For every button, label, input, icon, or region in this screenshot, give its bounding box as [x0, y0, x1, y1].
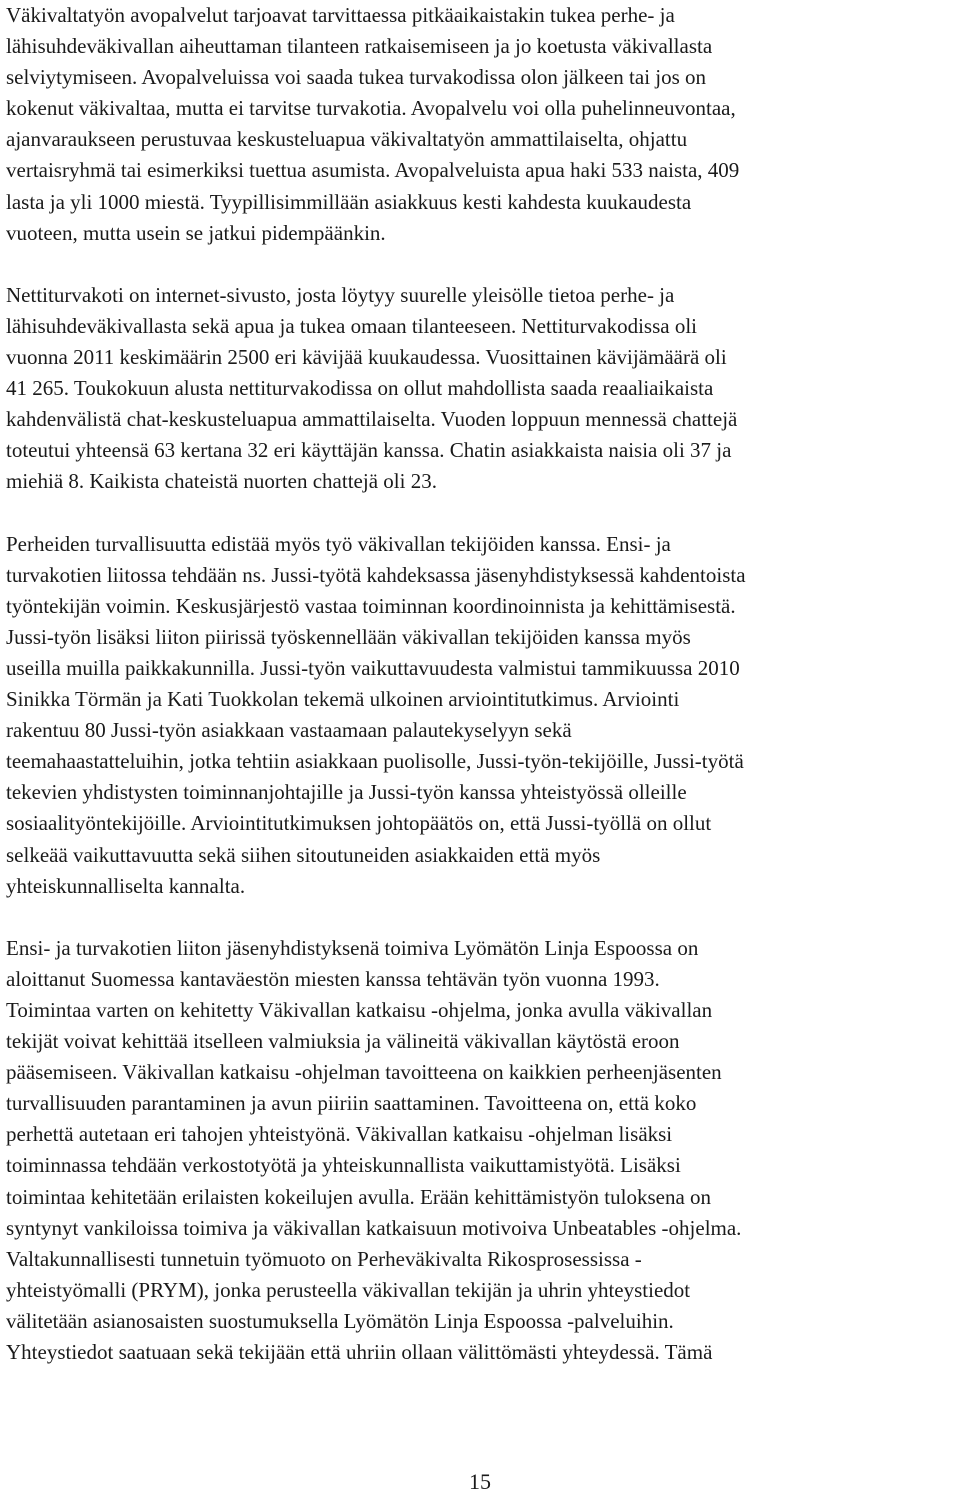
text-line: turvakotien liitossa tehdään ns. Jussi-työtä kahdeksassa jäsenyhdistyksessä kahdentoista — [6, 562, 746, 587]
text-line: Nettiturvakoti on internet-sivusto, josta löytyy suurelle yleisölle tietoa perhe- ja — [6, 282, 675, 307]
text-line: turvallisuuden parantaminen ja avun piiriin saattaminen. Tavoitteena on, että koko — [6, 1091, 697, 1116]
text-line: selviytymiseen. Avopalveluissa voi saada tukea turvakodissa olon jälkeen tai jos on — [6, 65, 707, 90]
paragraph-gap — [6, 249, 956, 280]
text-line: syntynyt vankiloissa toimiva ja väkivallan katkaisuun motivoiva Unbeatables -ohjelma. — [6, 1215, 742, 1240]
text-line: yhteiskunnalliselta kannalta. — [6, 873, 246, 898]
paragraph-gap — [6, 902, 956, 933]
text-line: lähisuhdeväkivallasta sekä apua ja tukea omaan tilanteeseen. Nettiturvakodissa oli — [6, 313, 698, 338]
text-line: useilla muilla paikkakunnilla. Jussi-työn vaikuttavuudesta valmistui tammikuussa 2010 — [6, 655, 740, 680]
text-line: Toimintaa varten on kehitetty Väkivallan katkaisu -ohjelma, jonka avulla väkivallan — [6, 998, 713, 1022]
text-line: toiminnassa tehdään verkostotyötä ja yhteiskunnallista vaikuttamistyötä. Lisäksi — [6, 1153, 681, 1178]
text-line: Jussi-työn lisäksi liiton piirissä työskennellään väkivallan tekijöiden kanssa myös — [6, 624, 691, 649]
paragraph-jussi-tyo — [6, 529, 956, 902]
text-line: Perheiden turvallisuutta edistää myös työ väkivallan tekijöiden kanssa. Ensi- ja — [6, 531, 671, 556]
text-line: vuoteen, mutta usein se jatkui pidempäänkin. — [6, 220, 386, 245]
text-line: vertaisryhmä tai esimerkiksi tuettua asumista. Avopalveluista apua haki 533 naista, 409 — [6, 158, 740, 183]
text-line: Sinikka Törmän ja Kati Tuokkolan tekemä ulkoinen arviointitutkimus. Arviointi — [6, 687, 680, 712]
text-line: Valtakunnallisesti tunnetuin työmuoto on Perheväkivalta Rikosprosessissa - — [6, 1246, 642, 1271]
text-line: sosiaalityöntekijöille. Arviointitutkimuksen johtopäätös on, että Jussi-työllä on ollut — [6, 811, 712, 836]
text-line: aloittanut Suomessa kantaväestön miesten kanssa tehtävän työn vuonna 1993. — [6, 966, 660, 991]
text-line: rakentuu 80 Jussi-työn asiakkaan vastaamaan palautekyselyyn sekä — [6, 718, 572, 743]
text-line: lähisuhdeväkivallan aiheuttaman tilanteen ratkaisemiseen ja jo koetusta väkivallasta — [6, 34, 713, 59]
text-line: Ensi- ja turvakotien liiton jäsenyhdistyksenä toimiva Lyömätön Linja Espoossa on — [6, 935, 699, 960]
text-line: kahdenvälistä chat-keskusteluapua ammattilaiselta. Vuoden loppuun mennessä chattejä — [6, 407, 738, 432]
text-line: lasta ja yli 1000 miestä. Tyypillisimmillään asiakkuus kesti kahdesta kuukaudesta — [6, 189, 692, 214]
text-line: toteutui yhteensä 63 kertana 32 eri käyttäjän kanssa. Chatin asiakkaista naisia oli 37 ja — [6, 438, 732, 463]
text-line: tekijät voivat kehittää itselleen valmiuksia ja välineitä väkivallan käytöstä eroon — [6, 1029, 680, 1054]
paragraph-lyomaton-linja — [6, 933, 956, 1368]
text-line: ajanvaraukseen perustuvaa keskusteluapua väkivaltatyön ammattilaiselta, ohjattu — [6, 127, 688, 152]
text-line: teemahaastatteluihin, jotka tehtiin asiakkaan puolisolle, Jussi-työn-tekijöille, Jussi-työtä — [6, 749, 744, 774]
text-line: yhteistyömalli (PRYM), jonka perusteella väkivallan tekijän ja uhrin yhteystiedot — [6, 1277, 691, 1302]
text-line: vuonna 2011 keskimäärin 2500 eri kävijää kuukaudessa. Vuosittainen kävijämäärä oli — [6, 345, 727, 370]
text-line: Väkivaltatyön avopalvelut tarjoavat tarvittaessa pitkäaikaistakin tukea perhe- ja — [6, 3, 675, 27]
paragraph-nettiturvakoti — [6, 280, 956, 498]
text-line: pääsemiseen. Väkivallan katkaisu -ohjelman tavoitteena on kaikkien perheenjäsenten — [6, 1060, 722, 1085]
text-line: tekevien yhdistysten toiminnanjohtajille ja Jussi-työn kanssa yhteistyössä olleille — [6, 780, 687, 805]
paragraph-avopalvelut — [6, 0, 956, 249]
text-line: työntekijän voimin. Keskusjärjestö vastaa toiminnan koordinoinnista ja kehittämisestä. — [6, 593, 736, 618]
text-line: 41 265. Toukokuun alusta nettiturvakodissa on ollut mahdollista saada reaaliaikaista — [6, 376, 714, 401]
text-line: selkeää vaikuttavuutta sekä siihen sitoutuneiden asiakkaiden että myös — [6, 842, 601, 867]
text-line: perhettä autetaan eri tahojen yhteistyönä. Väkivallan katkaisu -ohjelman lisäksi — [6, 1122, 673, 1147]
paragraph-gap — [6, 498, 956, 529]
text-line: välitetään asianosaisten suostumuksella Lyömätön Linja Espoossa -palveluihin. — [6, 1308, 674, 1333]
document-body — [6, 0, 956, 1368]
text-line: Yhteystiedot saatuaan sekä tekijään että uhriin ollaan välittömästi yhteydessä. Tämä — [6, 1340, 713, 1365]
page-number: 15 — [469, 1469, 491, 1494]
text-line: miehiä 8. Kaikista chateistä nuorten chattejä oli 23. — [6, 469, 437, 494]
text-line: toimintaa kehitetään erilaisten kokeilujen avulla. Erään kehittämistyön tuloksena on — [6, 1184, 712, 1209]
text-line: kokenut väkivaltaa, mutta ei tarvitse turvakotia. Avopalvelu voi olla puhelinneuvontaa, — [6, 96, 736, 121]
